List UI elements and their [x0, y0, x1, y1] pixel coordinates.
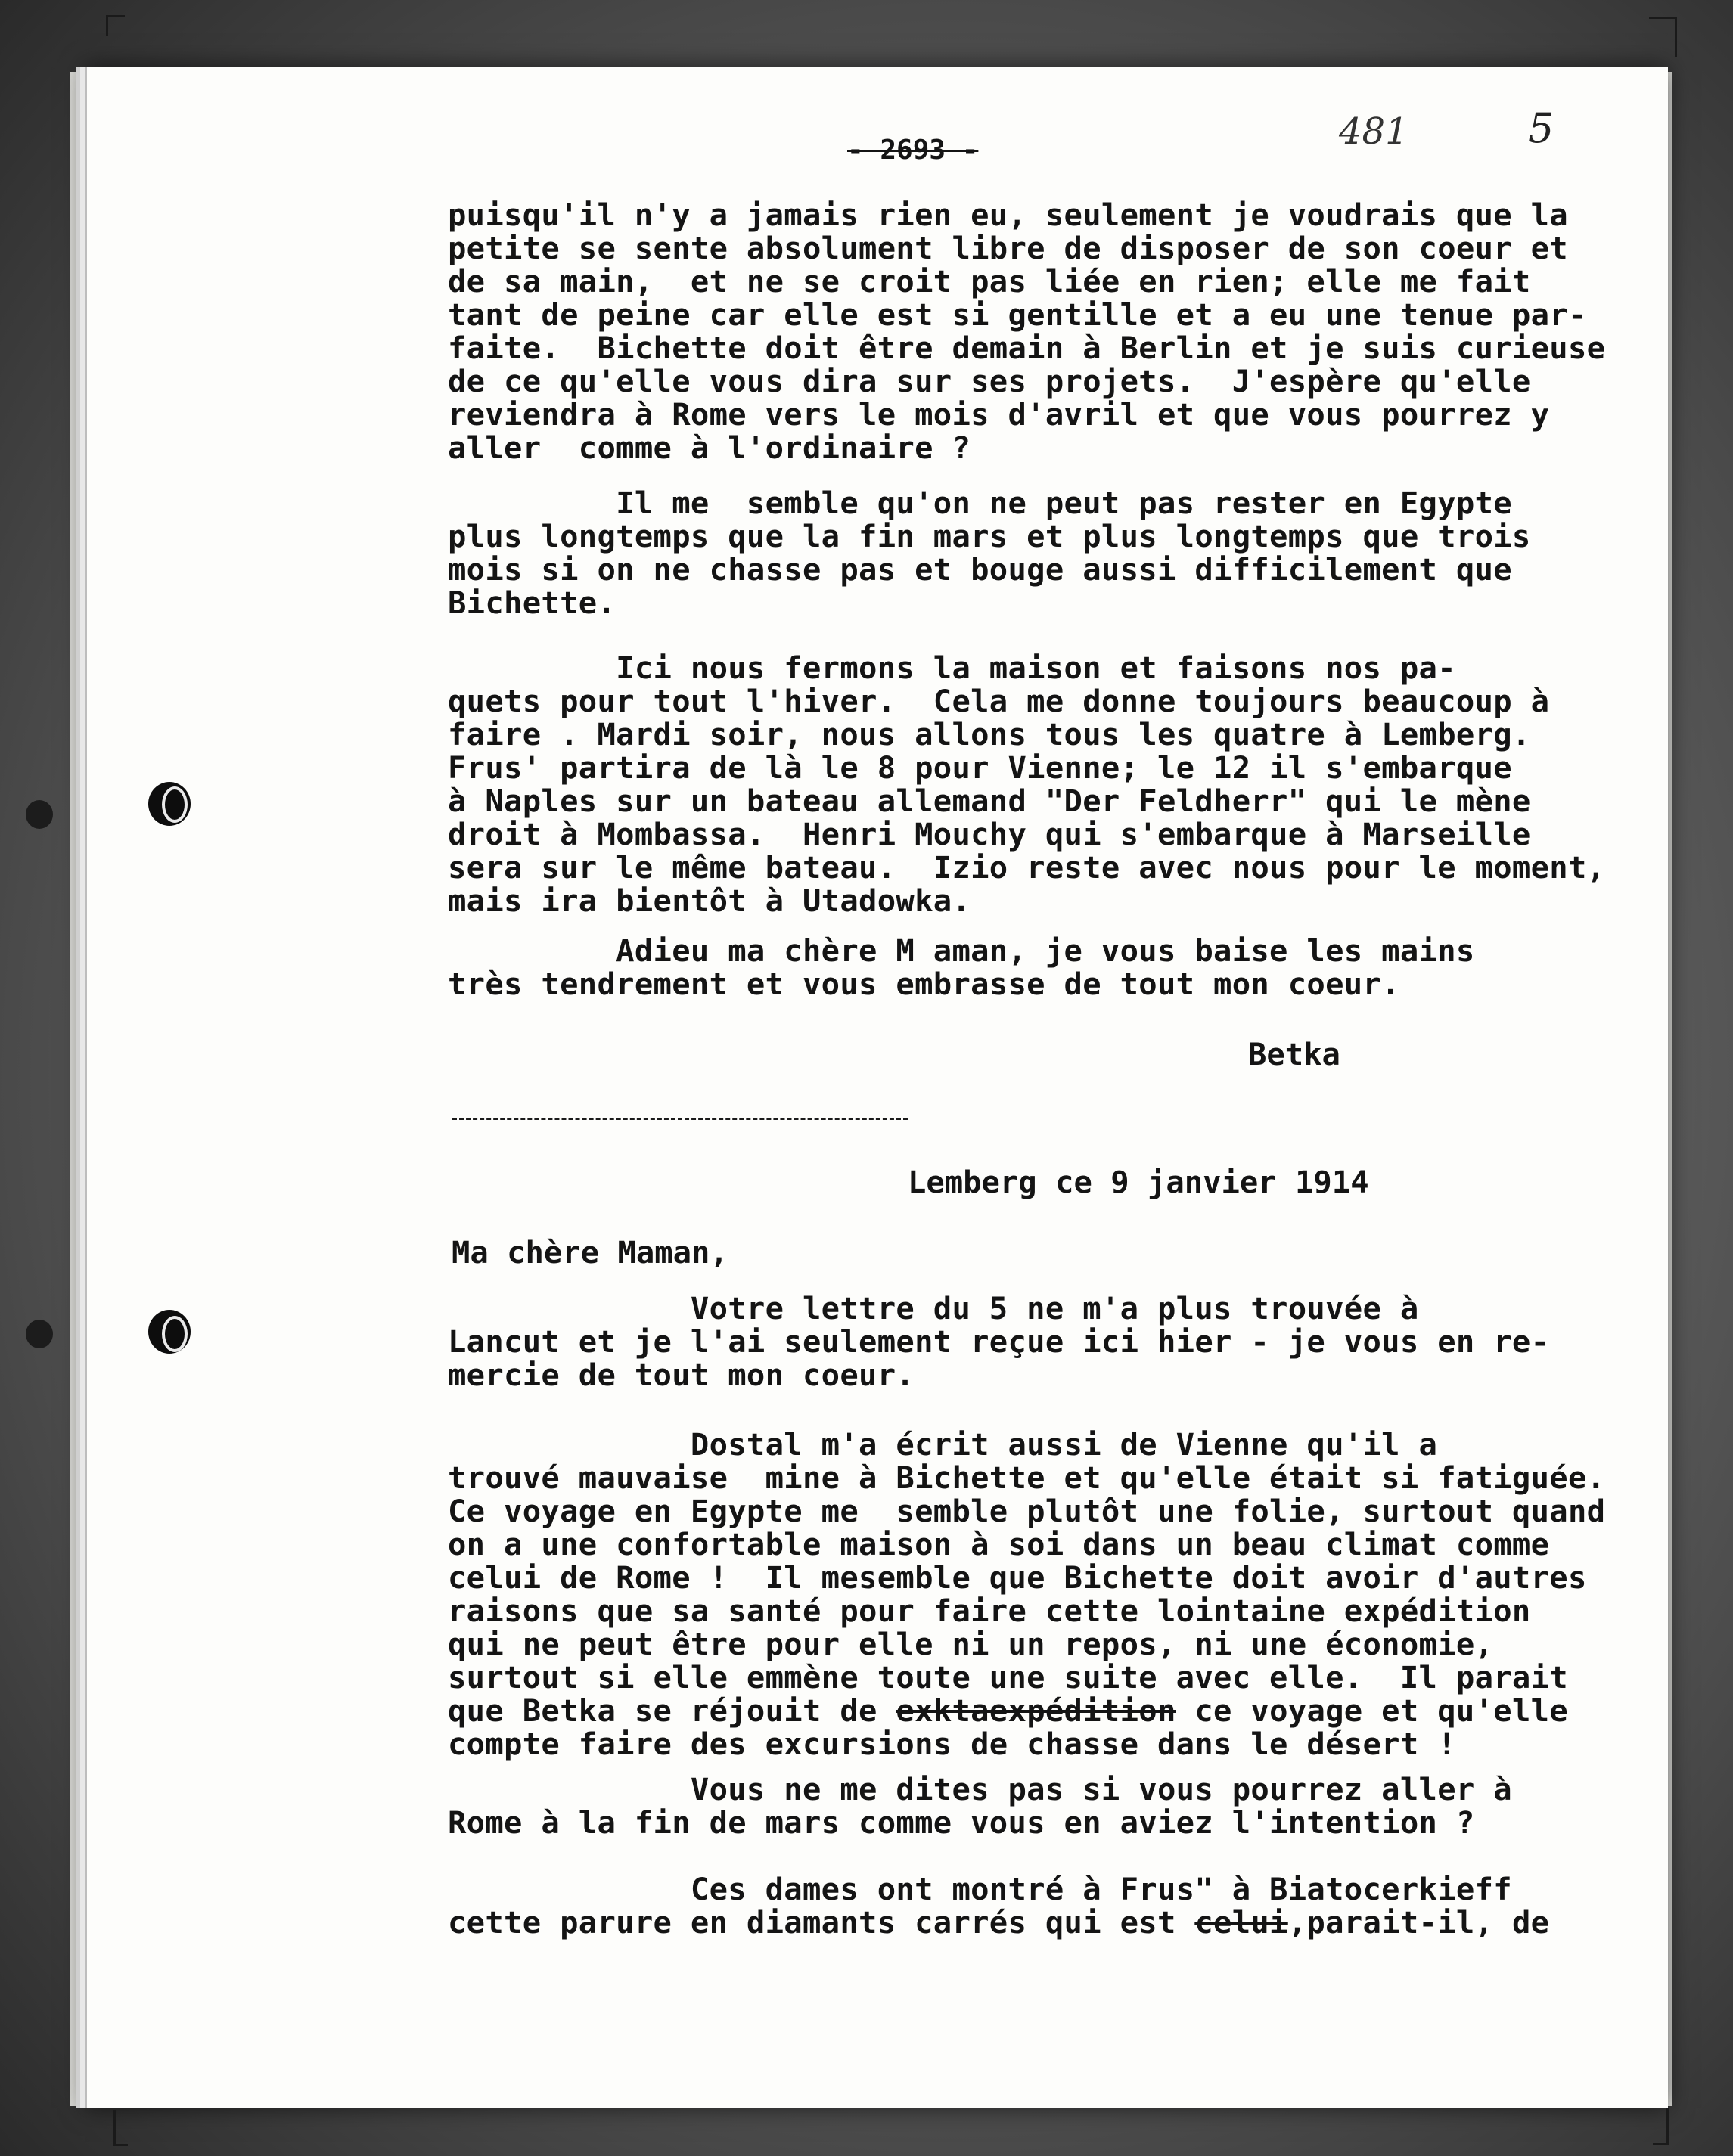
paragraph	[448, 1872, 1666, 1939]
underlying-sheet-edge	[70, 72, 76, 2106]
struck-out-text: exktaexpédition	[896, 1692, 1176, 1729]
crop-mark	[113, 2110, 128, 2146]
paragraph-text: ,parait-il, de	[1287, 1904, 1550, 1940]
punch-hole	[26, 1320, 53, 1348]
paragraph-text: ce voyage et qu'elle compte faire des excursions de chasse dans le désert !	[448, 1692, 1569, 1762]
punch-hole-reinforcement	[162, 1316, 188, 1352]
archive-number: 481	[1339, 110, 1408, 153]
paragraph-text: Dostal m'a écrit aussi de Vienne qu'il a trouvé mauvaise mine à Bichette et qu'elle était si fatiguée. Ce voyage en Egypte me semble plutôt une folie, surtout quand on a une confortable maison à soi dans un beau climat comme celui de Rome ! Il mesemble que Bichette doit avoir d'autres raisons que sa santé pour faire cette lointaine expédition qui ne peut être pour elle ni un repos, ni une économie, surtout si elle emmène toute une suite avec elle. Il parait que Betka se réjouit de	[448, 1426, 1606, 1729]
dateline: Lemberg ce 9 janvier 1914	[908, 1164, 1369, 1200]
paragraph	[448, 1428, 1666, 1760]
underlying-sheet-edge	[77, 72, 83, 2106]
paragraph: Adieu ma chère M aman, je vous baise les mains très tendrement et vous embrasse de tout mon coeur.	[448, 932, 1475, 1002]
paragraph-text: Ces dames ont montré à Frus" à Biatocerkieff cette parure en diamants carrés qui est	[448, 1871, 1512, 1940]
punch-hole	[26, 800, 53, 829]
punch-hole-reinforcement	[162, 786, 188, 823]
crop-mark	[106, 15, 125, 36]
salutation: Ma chère Maman,	[452, 1234, 728, 1270]
letter-separator	[452, 1118, 908, 1120]
crop-mark	[1649, 17, 1677, 57]
paragraph: Il me semble qu'on ne peut pas rester en Egypte plus longtemps que la fin mars et plus longtemps que trois mois si on ne chasse pas et bouge aussi difficilement que Bichette.	[448, 485, 1531, 621]
folio-number: 5	[1528, 104, 1554, 152]
crop-mark	[1653, 2108, 1669, 2145]
signature: Betka	[1248, 1036, 1340, 1072]
page-number: - 2693 -	[847, 135, 979, 166]
paragraph: Vous ne me dites pas si vous pourrez aller à Rome à la fin de mars comme vous en aviez l'intention ?	[448, 1771, 1512, 1841]
paragraph: Votre lettre du 5 ne m'a plus trouvée à Lancut et je l'ai seulement reçue ici hier - je vous en re- mercie de tout mon coeur.	[448, 1290, 1550, 1393]
struck-out-text: celui	[1194, 1904, 1288, 1940]
paragraph: puisqu'il n'y a jamais rien eu, seulement je voudrais que la petite se sente absolument libre de disposer de son coeur et de sa main, et ne se croit pas liée en rien; elle me fait tant de peine car elle est si gentille et a eu une tenue par- faite. Bichette doit être demain à Berlin et je suis curieuse de ce qu'elle vous dira sur ses projets. J'espère qu'elle reviendra à Rome vers le mois d'avril et que vous pourrez y aller comme à l'ordinaire ?	[448, 197, 1606, 466]
paragraph: Ici nous fermons la maison et faisons nos pa- quets pour tout l'hiver. Cela me donne toujours beaucoup à faire . Mardi soir, nous allons tous les quatre à Lemberg. Frus' partira de là le 8 pour Vienne; le 12 il s'embarque à Naples sur un bateau allemand "Der Feldherr" qui le mène droit à Mombassa. Henri Mouchy qui s'embarque à Marseille sera sur le même bateau. Izio reste avec nous pour le moment, mais ira bientôt à Utadowka.	[448, 650, 1606, 919]
